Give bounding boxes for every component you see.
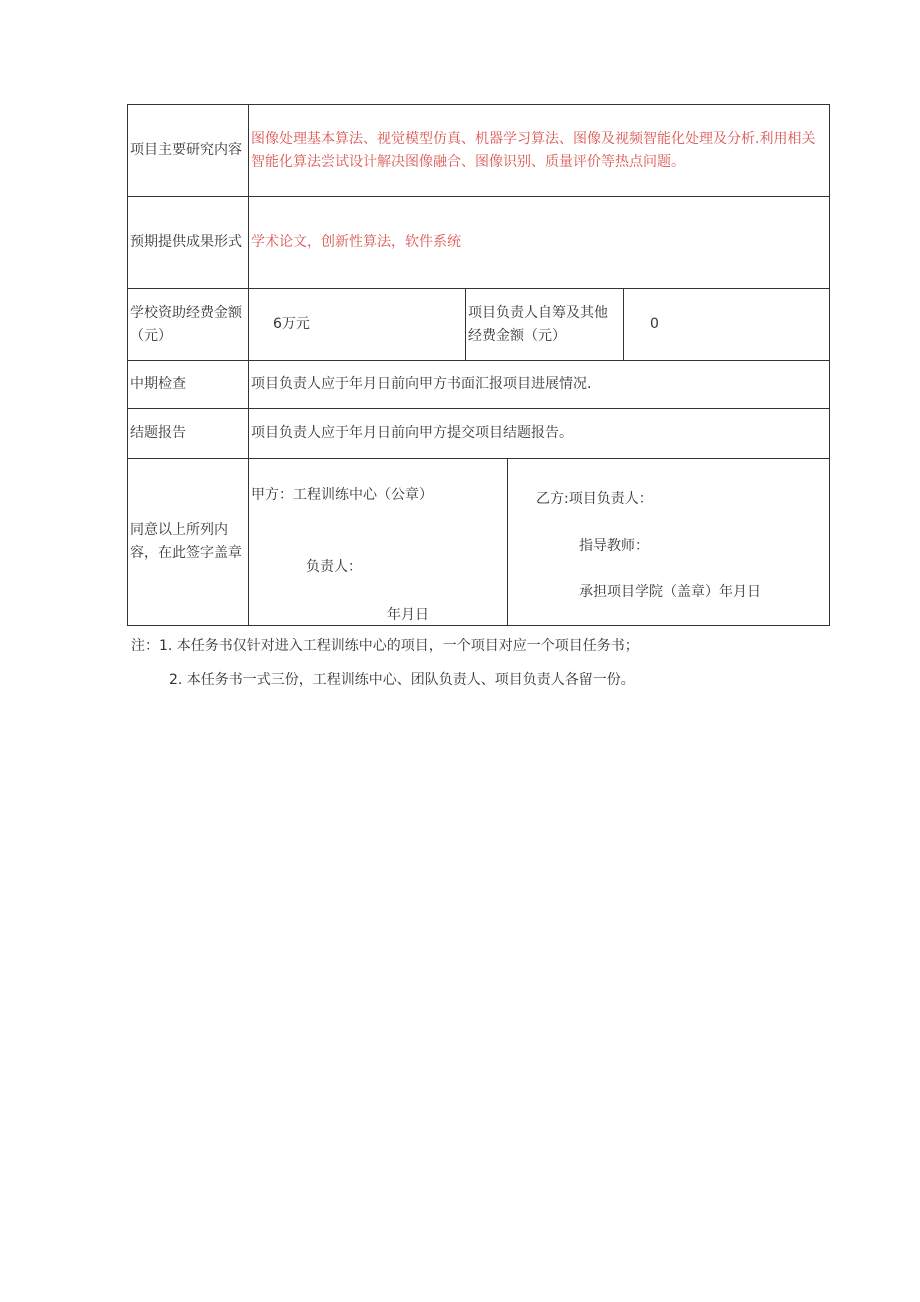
party-a-cell (249, 459, 508, 626)
final-label: 结题报告 (128, 409, 249, 459)
funding-amount: 6万元 (249, 289, 466, 361)
outcome-row (128, 197, 830, 289)
funding-row (128, 289, 830, 361)
final-content: 项目负责人应于年月日前向甲方提交项目结题报告。 (249, 409, 830, 459)
advisor-label: 指导教师： (579, 538, 649, 554)
task-form (127, 104, 829, 626)
final-row (128, 409, 830, 459)
midterm-content: 项目负责人应于年月日前向甲方书面汇报项目进展情况. (249, 361, 830, 409)
party-a-leader: 负责人： (306, 559, 362, 575)
other-funding-label: 项目负责人自筹及其他经费金额（元） (466, 289, 624, 361)
party-b-cell (508, 459, 830, 626)
party-a-title: 甲方：工程训练中心（公章） (251, 487, 433, 503)
midterm-label: 中期检查 (128, 361, 249, 409)
footnotes (131, 636, 639, 690)
agree-label: 同意以上所列内容，在此签字盖章 (128, 459, 249, 626)
research-row (128, 105, 830, 197)
party-a-date: 年月日 (387, 607, 429, 623)
outcome-content: 学术论文，创新性算法，软件系统 (249, 197, 830, 289)
other-funding-amount: 0 (624, 289, 830, 361)
outcome-label: 预期提供成果形式 (128, 197, 249, 289)
note-1: 注：1. 本任务书仅针对进入工程训练中心的项目，一个项目对应一个项目任务书； (131, 638, 639, 654)
agree-row (128, 459, 830, 626)
research-content: 图像处理基本算法、视觉模型仿真、机器学习算法、图像及视频智能化处理及分析.利用相关智能化算法尝试设计解决图像融合、图像识别、质量评价等热点问题。 (249, 105, 830, 197)
party-b-title: 乙方:项目负责人： (536, 491, 653, 507)
funding-label: 学校资助经费金额（元） (128, 289, 249, 361)
task-table (127, 104, 830, 626)
midterm-row (128, 361, 830, 409)
college-seal-date: 承担项目学院（盖章）年月日 (579, 584, 761, 600)
note-2: 2. 本任务书一式三份，工程训练中心、团队负责人、项目负责人各留一份。 (169, 672, 635, 688)
research-label: 项目主要研究内容 (128, 105, 249, 197)
